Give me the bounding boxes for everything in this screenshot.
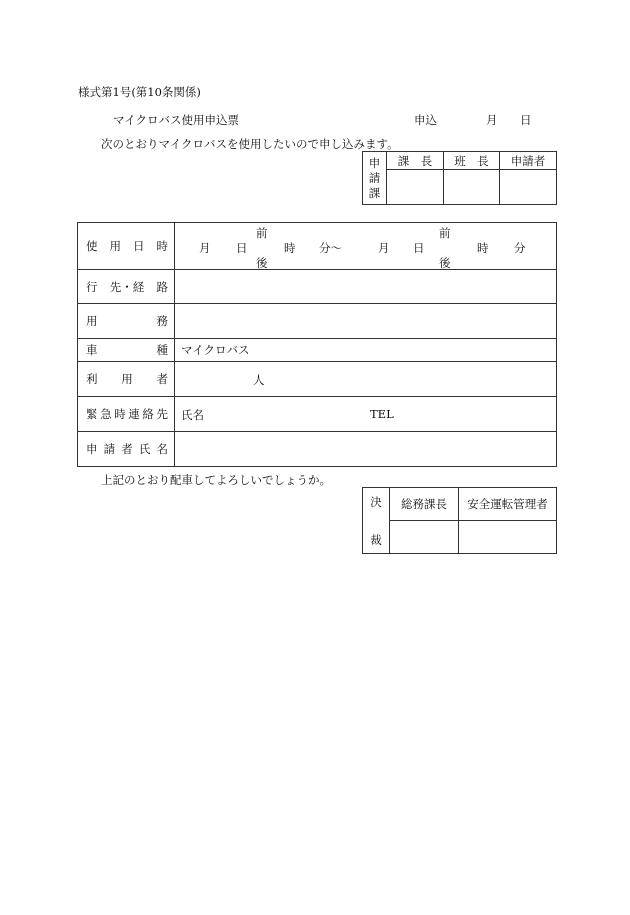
- label-vehicle-type: 車 種: [78, 339, 175, 362]
- decision-approval-table: [362, 487, 557, 554]
- start-hour-label: 時: [284, 241, 296, 255]
- form-title: マイクロバス使用申込票: [113, 113, 240, 127]
- emergency-contact-field[interactable]: [175, 397, 557, 432]
- stamp-section-chief[interactable]: [387, 170, 444, 205]
- application-table: [77, 222, 557, 467]
- end-hour-label: 時: [477, 241, 489, 255]
- applicant-approval-table: [362, 151, 557, 205]
- vehicle-type-value: マイクロバス: [175, 339, 557, 362]
- destination-route-field[interactable]: [175, 270, 557, 304]
- header-safe-driving-manager: 安全運転管理者: [459, 488, 557, 521]
- applicant-name-field[interactable]: [175, 432, 557, 467]
- start-minute-label: 分〜: [319, 241, 342, 255]
- date-month-label: 月: [486, 113, 498, 127]
- form-number: 様式第1号(第10条関係): [78, 85, 201, 99]
- label-users: 利 用 者: [78, 362, 175, 397]
- label-usage-datetime: 使 用 日 時: [78, 223, 175, 270]
- end-month-label: 月: [378, 241, 390, 255]
- label-destination-route: 行 先・経 路: [78, 270, 175, 304]
- start-pm-label: 後: [256, 256, 268, 270]
- emergency-tel-label: TEL: [370, 407, 394, 421]
- intro-text: 次のとおりマイクロバスを使用したいので申し込みます。: [101, 137, 399, 151]
- end-minute-label: 分: [514, 241, 526, 255]
- header-team-leader: 班 長: [444, 152, 500, 170]
- start-month-label: 月: [199, 241, 211, 255]
- stamp-safe-driving-manager[interactable]: [459, 521, 557, 554]
- end-pm-label: 後: [439, 256, 451, 270]
- decision-side-label: 決 裁: [363, 488, 390, 554]
- header-general-affairs-chief: 総務課長: [390, 488, 459, 521]
- stamp-applicant[interactable]: [500, 170, 557, 205]
- stamp-general-affairs-chief[interactable]: [390, 521, 459, 554]
- header-section-chief: 課 長: [387, 152, 444, 170]
- end-am-label: 前: [439, 226, 451, 240]
- end-day-label: 日: [413, 241, 425, 255]
- usage-datetime-field[interactable]: [175, 223, 557, 270]
- approval-side-label: 申 請 課: [363, 152, 387, 205]
- closing-text: 上記のとおり配車してよろしいでしょうか。: [101, 473, 331, 487]
- date-day-label: 日: [520, 113, 532, 127]
- start-am-label: 前: [256, 226, 268, 240]
- date-prefix: 申込: [414, 113, 437, 127]
- purpose-field[interactable]: [175, 304, 557, 339]
- users-field[interactable]: [175, 362, 557, 397]
- stamp-team-leader[interactable]: [444, 170, 500, 205]
- users-unit-label: 人: [253, 373, 265, 387]
- label-emergency-contact: 緊 急 時 連 絡 先: [78, 397, 175, 432]
- start-day-label: 日: [236, 241, 248, 255]
- label-purpose: 用 務: [78, 304, 175, 339]
- emergency-name-label: 氏名: [181, 408, 204, 422]
- header-applicant: 申請者: [500, 152, 557, 170]
- label-applicant-name: 申 請 者 氏 名: [78, 432, 175, 467]
